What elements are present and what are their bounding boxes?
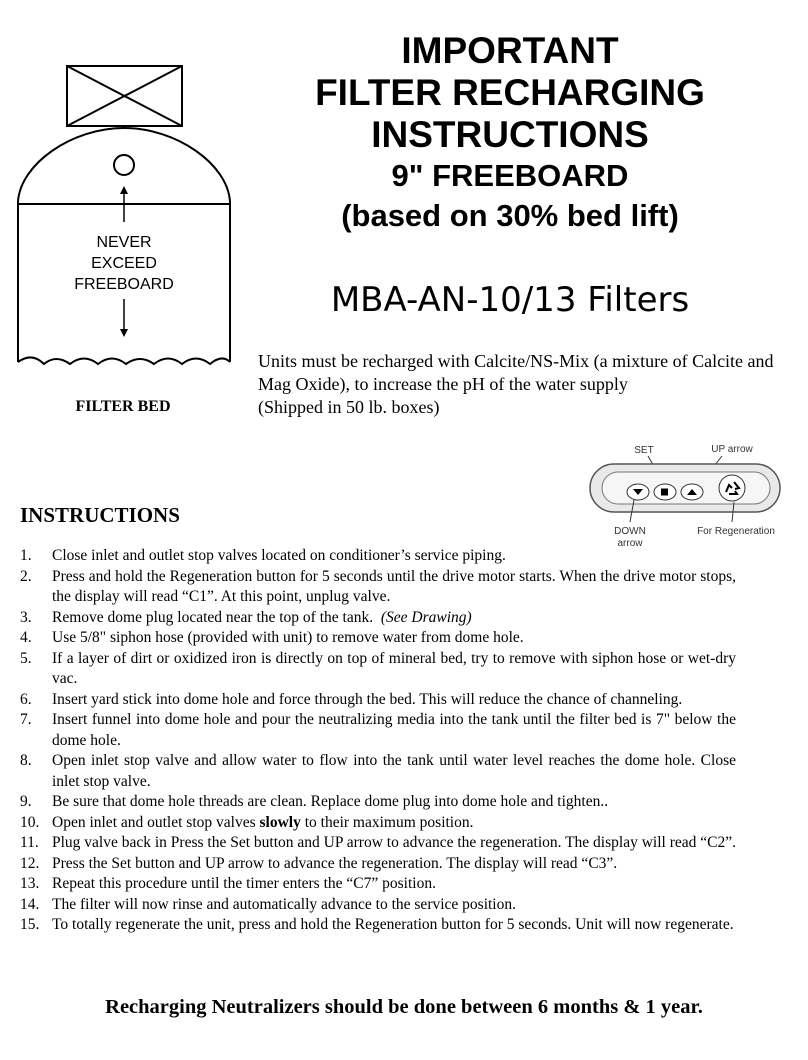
list-item: 3. Remove dome plug located near the top of the tank. (See Drawing) (20, 608, 472, 626)
list-item: 2. Press and hold the Regeneration button for 5 seconds until the drive motor starts. When the drive motor stops, the display will read “C1”. At this point, unplug valve. (20, 567, 736, 605)
tank-diagram (12, 64, 237, 394)
list-item: 4. Use 5/8" siphon hose (provided with unit) to remove water from dome hole. (20, 629, 524, 646)
filter-bed-label: FILTER BED (75, 398, 171, 415)
never-text-2: EXCEED (91, 255, 157, 272)
never-text-1: NEVER (96, 234, 152, 251)
down-arrow-button[interactable] (627, 484, 649, 500)
instructions-list (20, 546, 736, 936)
list-item: 10. Open inlet and outlet stop valves slowly to their maximum position. (20, 813, 474, 831)
down-arrow-label-2: arrow (617, 538, 643, 549)
slowly-emphasis: slowly (259, 813, 301, 831)
list-item: 9. Be sure that dome hole threads are clean. Replace dome plug into dome hole and tighten.. (20, 793, 609, 810)
title-block (260, 30, 760, 236)
list-item: 5. If a layer of dirt or oxidized iron is directly on top of mineral bed, try to remove with siphon hose or wet-dry vac. (20, 649, 736, 687)
dome-hole (114, 155, 134, 175)
control-panel-diagram (582, 440, 792, 550)
list-item: 7. Insert funnel into dome hole and pour the neutralizing media into the tank until the filter bed is 7" below the dome hole. (20, 711, 736, 749)
subtitle-bed-lift: (based on 30% bed lift) (341, 198, 679, 233)
shipped-note: (Shipped in 50 lb. boxes) (258, 397, 440, 417)
list-item: 13. Repeat this procedure until the timer enters the “C7” position. (20, 875, 436, 892)
model-name: MBA-AN-10/13 Filters (330, 280, 690, 320)
set-label: SET (634, 445, 654, 456)
title-line-important: IMPORTANT (401, 30, 619, 71)
tank-head-box (67, 66, 182, 126)
list-item: 12. Press the Set button and UP arrow to advance the regeneration. The display will read “C3”. (20, 854, 618, 872)
list-item: 8. Open inlet stop valve and allow water to flow into the tank until water level reaches the dome hole. Close inlet stop valve. (20, 752, 736, 790)
set-button[interactable] (654, 484, 676, 500)
up-arrow-button[interactable] (681, 484, 703, 500)
see-drawing-note: (See Drawing) (380, 608, 472, 626)
intro-text (258, 350, 778, 419)
title-line-filter-recharging: FILTER RECHARGING (315, 72, 705, 113)
down-arrow-label-1: DOWN (614, 526, 646, 537)
list-item: 11. Plug valve back in Press the Set button and UP arrow to advance the regeneration. The display will read “C2”. (20, 834, 736, 851)
instructions-heading: INSTRUCTIONS (20, 503, 180, 527)
title-line-instructions: INSTRUCTIONS (371, 114, 649, 155)
list-item: 14. The filter will now rinse and automatically advance to the service position. (20, 895, 516, 913)
footer-note: Recharging Neutralizers should be done between 6 months & 1 year. (105, 996, 703, 1018)
up-arrow-label: UP arrow (711, 444, 753, 455)
bed-wavy-bottom (18, 357, 230, 364)
list-item: 1. Close inlet and outlet stop valves located on conditioner’s service piping. (20, 547, 506, 564)
set-square-icon (661, 489, 668, 496)
never-text-3: FREEBOARD (74, 276, 174, 293)
regeneration-button[interactable] (719, 475, 745, 501)
arrow-head-up-icon (120, 186, 128, 194)
intro-paragraph: Units must be recharged with Calcite/NS-Mix (a mixture of Calcite and Mag Oxide), to increase the pH of the water supply (258, 351, 774, 394)
arrow-head-down-icon (120, 329, 128, 337)
regeneration-label: For Regeneration (697, 526, 775, 537)
subtitle-freeboard: 9" FREEBOARD (391, 158, 629, 193)
list-item: 15. To totally regenerate the unit, press and hold the Regeneration button for 5 seconds. Unit will now regenerate. (20, 916, 734, 933)
list-item: 6. Insert yard stick into dome hole and force through the bed. This will reduce the chance of channeling. (20, 690, 683, 708)
